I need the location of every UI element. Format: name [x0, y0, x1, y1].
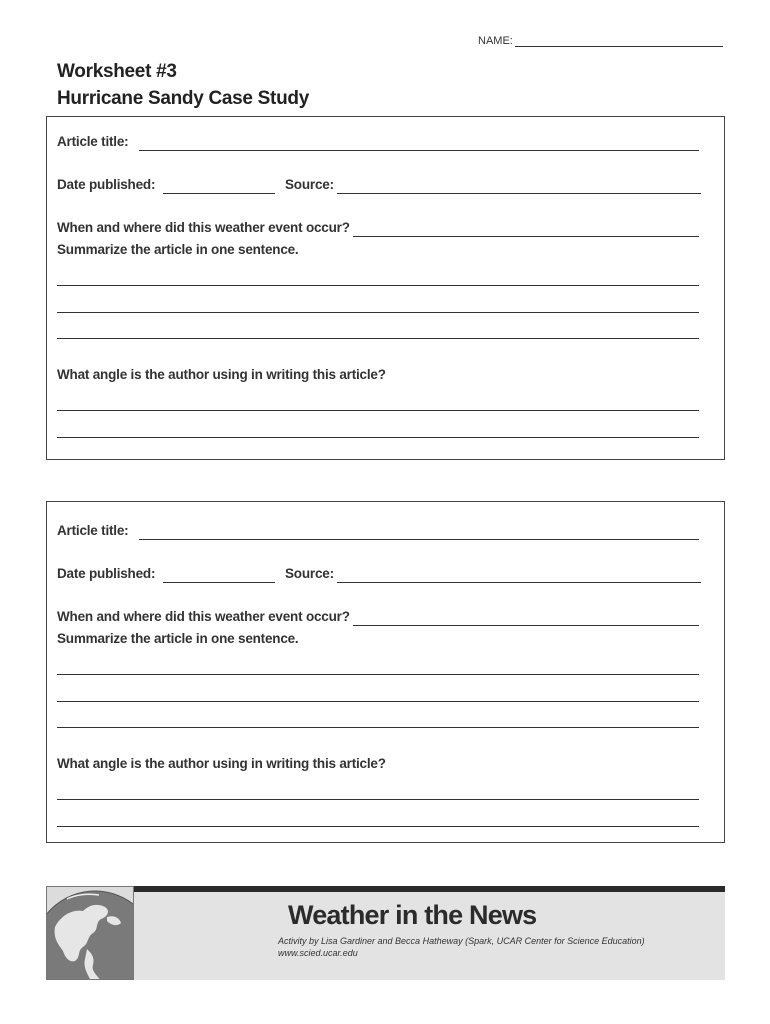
worksheet-title-line1: Worksheet #3	[57, 61, 177, 82]
footer-credit: Activity by Lisa Gardiner and Becca Hatheway (Spark, UCAR Center for Science Education)	[278, 936, 645, 946]
source-line[interactable]	[337, 582, 701, 583]
article-title-label: Article title:	[57, 523, 129, 538]
worksheet-title	[57, 58, 309, 112]
summary-line[interactable]	[57, 338, 699, 339]
article-title-line[interactable]	[139, 539, 699, 540]
article-section-2	[46, 501, 725, 843]
when-where-line[interactable]	[353, 625, 699, 626]
globe-icon	[46, 886, 134, 980]
name-field[interactable]	[478, 35, 723, 47]
date-published-line[interactable]	[163, 582, 275, 583]
article-title-label: Article title:	[57, 134, 129, 149]
angle-line[interactable]	[57, 437, 699, 438]
name-label: NAME:	[478, 35, 513, 47]
summarize-label: Summarize the article in one sentence.	[57, 631, 299, 646]
angle-label: What angle is the author using in writing this article?	[57, 367, 386, 382]
summarize-label: Summarize the article in one sentence.	[57, 242, 299, 257]
when-where-label: When and where did this weather event occur?	[57, 220, 350, 235]
source-line[interactable]	[337, 193, 701, 194]
footer-url[interactable]: www.scied.ucar.edu	[278, 948, 358, 958]
summary-line[interactable]	[57, 674, 699, 675]
source-label: Source:	[285, 566, 334, 581]
source-label: Source:	[285, 177, 334, 192]
date-published-line[interactable]	[163, 193, 275, 194]
angle-line[interactable]	[57, 826, 699, 827]
date-published-label: Date published:	[57, 566, 156, 581]
angle-line[interactable]	[57, 799, 699, 800]
summary-line[interactable]	[57, 701, 699, 702]
summary-line[interactable]	[57, 285, 699, 286]
worksheet-title-line2: Hurricane Sandy Case Study	[57, 88, 309, 109]
footer-banner	[46, 886, 725, 980]
footer-title: Weather in the News	[288, 900, 537, 930]
name-underline[interactable]	[515, 35, 723, 47]
summary-line[interactable]	[57, 727, 699, 728]
angle-label: What angle is the author using in writing this article?	[57, 756, 386, 771]
article-section-1	[46, 116, 725, 460]
angle-line[interactable]	[57, 410, 699, 411]
when-where-line[interactable]	[353, 236, 699, 237]
date-published-label: Date published:	[57, 177, 156, 192]
article-title-line[interactable]	[139, 150, 699, 151]
summary-line[interactable]	[57, 312, 699, 313]
when-where-label: When and where did this weather event occur?	[57, 609, 350, 624]
